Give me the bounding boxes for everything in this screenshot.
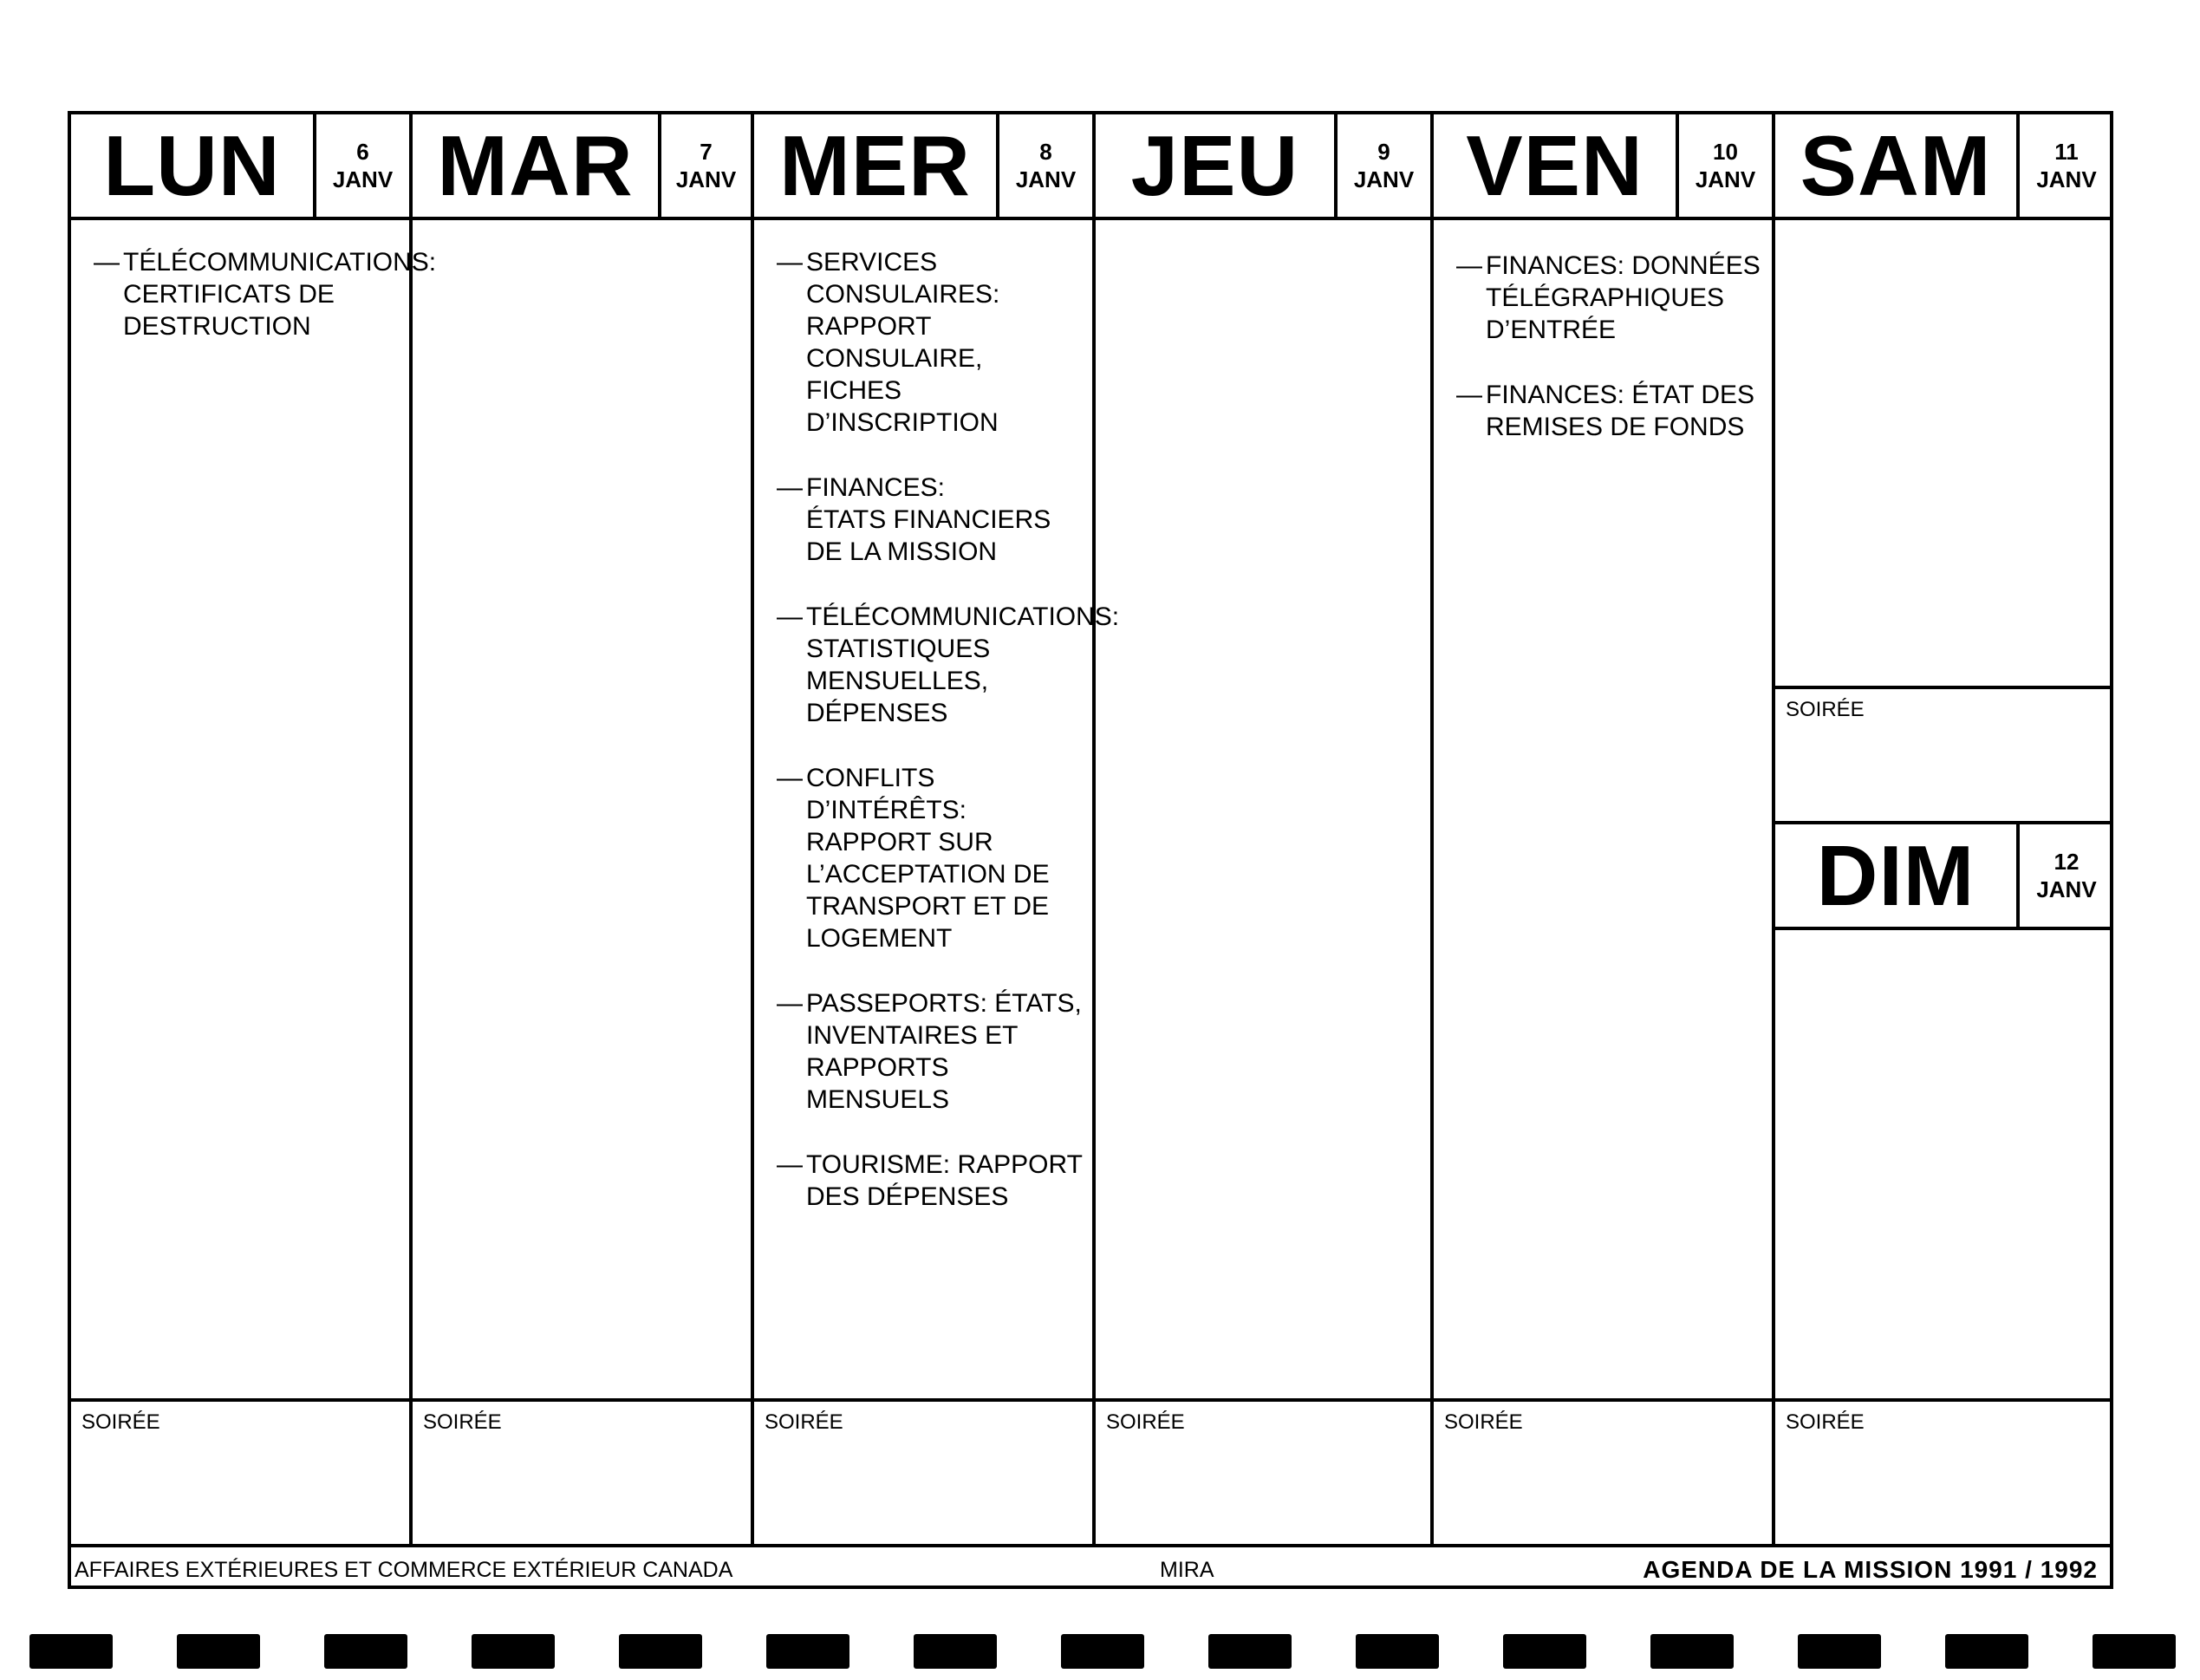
binding-mark [1061, 1634, 1144, 1669]
agenda-item [777, 762, 1085, 954]
agenda-item-text: TÉLÉCOMMUNICATIONS: STATISTIQUES MENSUELLES, DÉPENSES [806, 602, 1120, 727]
binding-mark [177, 1634, 260, 1669]
evening-box-sam [1775, 686, 2110, 824]
agenda-item-text: CONFLITS D’INTÉRÊTS: RAPPORT SUR L’ACCEPTATION DE TRANSPORT ET DE LOGEMENT [806, 764, 1050, 953]
agenda-item [777, 987, 1085, 1116]
column-mer [754, 114, 1120, 1544]
evening-box [754, 1398, 1092, 1544]
agenda-item-text: SERVICES CONSULAIRES: RAPPORT CONSULAIRE, FICHES D’INSCRIPTION [806, 248, 1000, 437]
binding-mark [766, 1634, 849, 1669]
binding-mark [2093, 1634, 2176, 1669]
column-jeu [1096, 114, 1434, 1544]
day-header-lun [71, 114, 409, 220]
bullet-dash: — [777, 989, 803, 1018]
column-lun [71, 114, 437, 1544]
column-ven [1434, 114, 1775, 1544]
day-month: JANV [1695, 166, 1756, 192]
evening-label: SOIRÉE [81, 1410, 160, 1434]
day-header-mer [754, 114, 1092, 220]
binding-mark [472, 1634, 555, 1669]
evening-box [71, 1398, 409, 1544]
day-month: JANV [2036, 876, 2097, 902]
evening-label: SOIRÉE [1786, 1410, 1865, 1434]
footer-title: AGENDA DE LA MISSION 1991 / 1992 [1643, 1556, 2098, 1583]
evening-box [1096, 1398, 1430, 1544]
day-name: MAR [413, 114, 661, 217]
day-date [316, 114, 409, 217]
day-month: JANV [1353, 166, 1415, 192]
agenda-item [777, 472, 1085, 568]
day-name: SAM [1775, 114, 2020, 217]
day-name: JEU [1096, 114, 1338, 217]
day-header-mar [413, 114, 751, 220]
day-date [1679, 114, 1772, 217]
day-date [1338, 114, 1430, 217]
binding-mark [1356, 1634, 1439, 1669]
evening-box-dim [1775, 1398, 2110, 1544]
binding-mark [324, 1634, 407, 1669]
day-number: 10 [1713, 139, 1738, 165]
binding-mark [29, 1634, 113, 1669]
bullet-dash: — [1456, 381, 1482, 409]
agenda-item-text: PASSEPORTS: ÉTATS, INVENTAIRES ET RAPPORTS MENSUELS [806, 989, 1082, 1114]
evening-label: SOIRÉE [1444, 1410, 1523, 1434]
day-number: 12 [2054, 849, 2080, 875]
day-date [2023, 824, 2110, 927]
binding-mark [619, 1634, 702, 1669]
day-date [2023, 114, 2110, 217]
evening-label: SOIRÉE [423, 1410, 502, 1434]
day-header-jeu [1096, 114, 1430, 220]
day-number: 9 [1377, 139, 1390, 165]
agenda-item [777, 1149, 1085, 1213]
evening-box [1434, 1398, 1772, 1544]
day-month: JANV [675, 166, 737, 192]
agenda-item-text: FINANCES: ÉTAT DES REMISES DE FONDS [1486, 381, 1755, 441]
day-name: LUN [71, 114, 316, 217]
binding-mark [914, 1634, 997, 1669]
agenda-item [1456, 250, 1765, 346]
binding-mark [1945, 1634, 2028, 1669]
evening-box [413, 1398, 751, 1544]
column-weekend [1775, 114, 2110, 1544]
footer-department: AFFAIRES EXTÉRIEURES ET COMMERCE EXTÉRIEUR CANADA [75, 1558, 733, 1582]
day-month: JANV [1015, 166, 1077, 192]
bullet-dash: — [777, 1150, 803, 1179]
bullet-dash: — [777, 473, 803, 502]
agenda-item [94, 246, 437, 342]
binding-marks [29, 1634, 2179, 1672]
bullet-dash: — [777, 248, 803, 277]
day-header-sam [1775, 114, 2110, 220]
day-header-dim [1775, 821, 2110, 930]
bullet-dash: — [777, 602, 803, 631]
day-number: 11 [2054, 139, 2079, 165]
day-date [999, 114, 1092, 217]
agenda-item-text: TÉLÉCOMMUNICATIONS: CERTIFICATS DE DESTRUCTION [123, 248, 437, 341]
agenda-item [1456, 379, 1765, 443]
day-notes [94, 246, 437, 375]
page-footer [71, 1544, 2110, 1586]
day-name: DIM [1775, 824, 2020, 927]
bullet-dash: — [777, 764, 803, 792]
agenda-item [777, 246, 1085, 439]
agenda-item-text: FINANCES: DONNÉES TÉLÉGRAPHIQUES D’ENTRÉE [1486, 251, 1761, 344]
day-notes [1456, 250, 1765, 476]
day-number: 8 [1039, 139, 1052, 165]
agenda-item-text: TOURISME: RAPPORT DES DÉPENSES [806, 1150, 1083, 1211]
day-header-ven [1434, 114, 1772, 220]
column-mar [413, 114, 754, 1544]
day-number: 6 [356, 139, 369, 165]
agenda-sheet [68, 111, 2113, 1589]
binding-mark [1650, 1634, 1734, 1669]
bullet-dash: — [94, 248, 120, 277]
evening-label: SOIRÉE [1106, 1410, 1185, 1434]
bullet-dash: — [1456, 251, 1482, 280]
day-notes [777, 246, 1120, 1246]
binding-mark [1208, 1634, 1292, 1669]
agenda-item [777, 601, 1120, 729]
binding-mark [1503, 1634, 1586, 1669]
day-name: MER [754, 114, 999, 217]
day-month: JANV [2036, 166, 2097, 192]
binding-mark [1798, 1634, 1881, 1669]
day-name: VEN [1434, 114, 1679, 217]
day-number: 7 [700, 139, 713, 165]
day-date [661, 114, 751, 217]
evening-label: SOIRÉE [1786, 698, 1865, 721]
footer-code: MIRA [1160, 1558, 1214, 1582]
day-month: JANV [332, 166, 394, 192]
agenda-item-text: FINANCES: ÉTATS FINANCIERS DE LA MISSION [806, 473, 1051, 566]
evening-label: SOIRÉE [765, 1410, 843, 1434]
